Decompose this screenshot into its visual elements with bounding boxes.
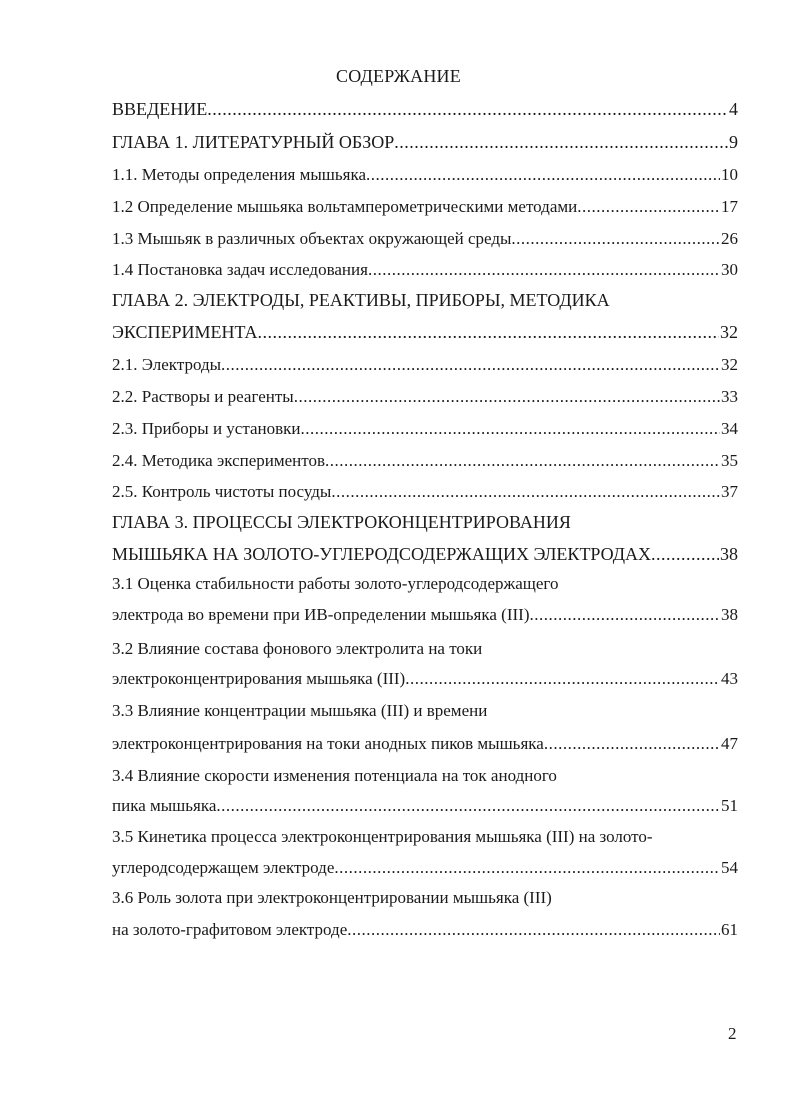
toc-entry-page: 9 [729,132,738,152]
toc-entry-page: 43 [721,669,738,688]
toc-leader-dots [544,734,720,754]
toc-entry-page: 17 [721,197,738,216]
toc-entry-chapter-2-line1: ГЛАВА 2. ЭЛЕКТРОДЫ, РЕАКТИВЫ, ПРИБОРЫ, МЕТОДИКА [112,290,610,310]
toc-leader-dots [301,419,720,439]
toc-entry-chapter-1 [112,132,738,153]
toc-entry-title: 2.2. Растворы и реагенты [112,387,294,406]
toc-entry-3-4 [112,796,738,816]
page-title: СОДЕРЖАНИЕ [336,66,461,86]
toc-entry-3-5 [112,858,738,878]
toc-entry-3-6-line1: 3.6 Роль золота при электроконцентрировании мышьяка (III) [112,888,552,907]
toc-entry-page: 37 [721,482,738,501]
toc-leader-dots [368,260,720,280]
toc-entry-page: 38 [721,605,738,624]
toc-entry-page: 4 [729,99,738,119]
toc-entry-1-4 [112,260,738,280]
toc-entry-title: углеродсодержащем электроде [112,858,335,877]
toc-entry-3-4-line1: 3.4 Влияние скорости изменения потенциала на ток анодного [112,766,557,785]
toc-entry-3-1 [112,605,738,625]
toc-leader-dots [394,132,728,153]
toc-entry-introduction [112,99,738,120]
toc-entry-2-3 [112,419,738,439]
toc-leader-dots [216,796,720,816]
toc-entry-title: электрода во времени при ИВ-определении мышьяка (III) [112,605,530,624]
toc-entry-page: 47 [721,734,738,753]
toc-entry-title: 2.3. Приборы и установки [112,419,301,438]
toc-entry-page: 54 [721,858,738,877]
toc-entry-title: 2.5. Контроль чистоты посуды [112,482,332,501]
toc-entry-3-3-line1: 3.3 Влияние концентрации мышьяка (III) и времени [112,701,488,720]
toc-leader-dots [258,322,719,343]
toc-entry-3-1-line1: 3.1 Оценка стабильности работы золото-углеродсодержащего [112,574,559,593]
toc-entry-1-3 [112,229,738,249]
toc-entry-page: 51 [721,796,738,815]
toc-entry-title: 2.1. Электроды [112,355,222,374]
toc-entry-page: 33 [721,387,738,406]
toc-entry-page: 30 [721,260,738,279]
toc-leader-dots [347,920,720,940]
toc-entry-title: электроконцентрирования на токи анодных пиков мышьяка [112,734,544,753]
toc-entry-3-2-line1: 3.2 Влияние состава фонового электролита на токи [112,639,483,658]
toc-entry-page: 38 [720,544,738,564]
toc-entry-chapter-2 [112,322,738,343]
toc-leader-dots [331,482,720,502]
toc-entry-title: ВВЕДЕНИЕ [112,99,208,119]
toc-leader-dots [529,605,720,625]
toc-entry-title: 1.2 Определение мышьяка вольтамперометрическими методами [112,197,578,216]
toc-entry-2-4 [112,451,738,471]
toc-leader-dots [405,669,720,689]
toc-leader-dots [651,544,719,565]
toc-entry-1-1 [112,165,738,185]
toc-entry-title: электроконцентрирования мышьяка (III) [112,669,406,688]
toc-leader-dots [366,165,720,185]
toc-leader-dots [221,355,720,375]
toc-entry-page: 35 [721,451,738,470]
toc-leader-dots [207,99,728,120]
toc-leader-dots [325,451,720,471]
toc-entry-3-6 [112,920,738,940]
toc-entry-title: 1.1. Методы определения мышьяка [112,165,367,184]
toc-entry-title: 1.3 Мышьяк в различных объектах окружающей среды [112,229,512,248]
toc-entry-2-2 [112,387,738,407]
toc-entry-page: 10 [721,165,738,184]
toc-entry-title: ГЛАВА 1. ЛИТЕРАТУРНЫЙ ОБЗОР [112,132,395,152]
toc-entry-chapter-3 [112,544,738,565]
toc-entry-title: 2.4. Методика экспериментов [112,451,325,470]
toc-entry-3-3 [112,734,738,754]
toc-entry-page: 32 [721,355,738,374]
toc-entry-3-5-line1: 3.5 Кинетика процесса электроконцентрирования мышьяка (III) на золото- [112,827,653,846]
toc-entry-1-2 [112,197,738,217]
toc-leader-dots [577,197,720,217]
toc-entry-3-2 [112,669,738,689]
page-number: 2 [728,1024,737,1043]
toc-leader-dots [511,229,720,249]
toc-entry-title: на золото-графитовом электроде [112,920,348,939]
toc-entry-2-1 [112,355,738,375]
toc-leader-dots [294,387,720,407]
toc-leader-dots [334,858,720,878]
toc-entry-page: 34 [721,419,738,438]
toc-entry-page: 61 [721,920,738,939]
toc-entry-title: ЭКСПЕРИМЕНТА [112,322,258,342]
toc-entry-page: 26 [721,229,738,248]
toc-entry-chapter-3-line1: ГЛАВА 3. ПРОЦЕССЫ ЭЛЕКТРОКОНЦЕНТРИРОВАНИЯ [112,512,571,532]
toc-entry-page: 32 [720,322,738,342]
toc-entry-2-5 [112,482,738,502]
toc-entry-title: пика мышьяка [112,796,217,815]
toc-entry-title: 1.4 Постановка задач исследования [112,260,368,279]
toc-entry-title: МЫШЬЯКА НА ЗОЛОТО-УГЛЕРОДСОДЕРЖАЩИХ ЭЛЕКТРОДАХ [112,544,652,564]
